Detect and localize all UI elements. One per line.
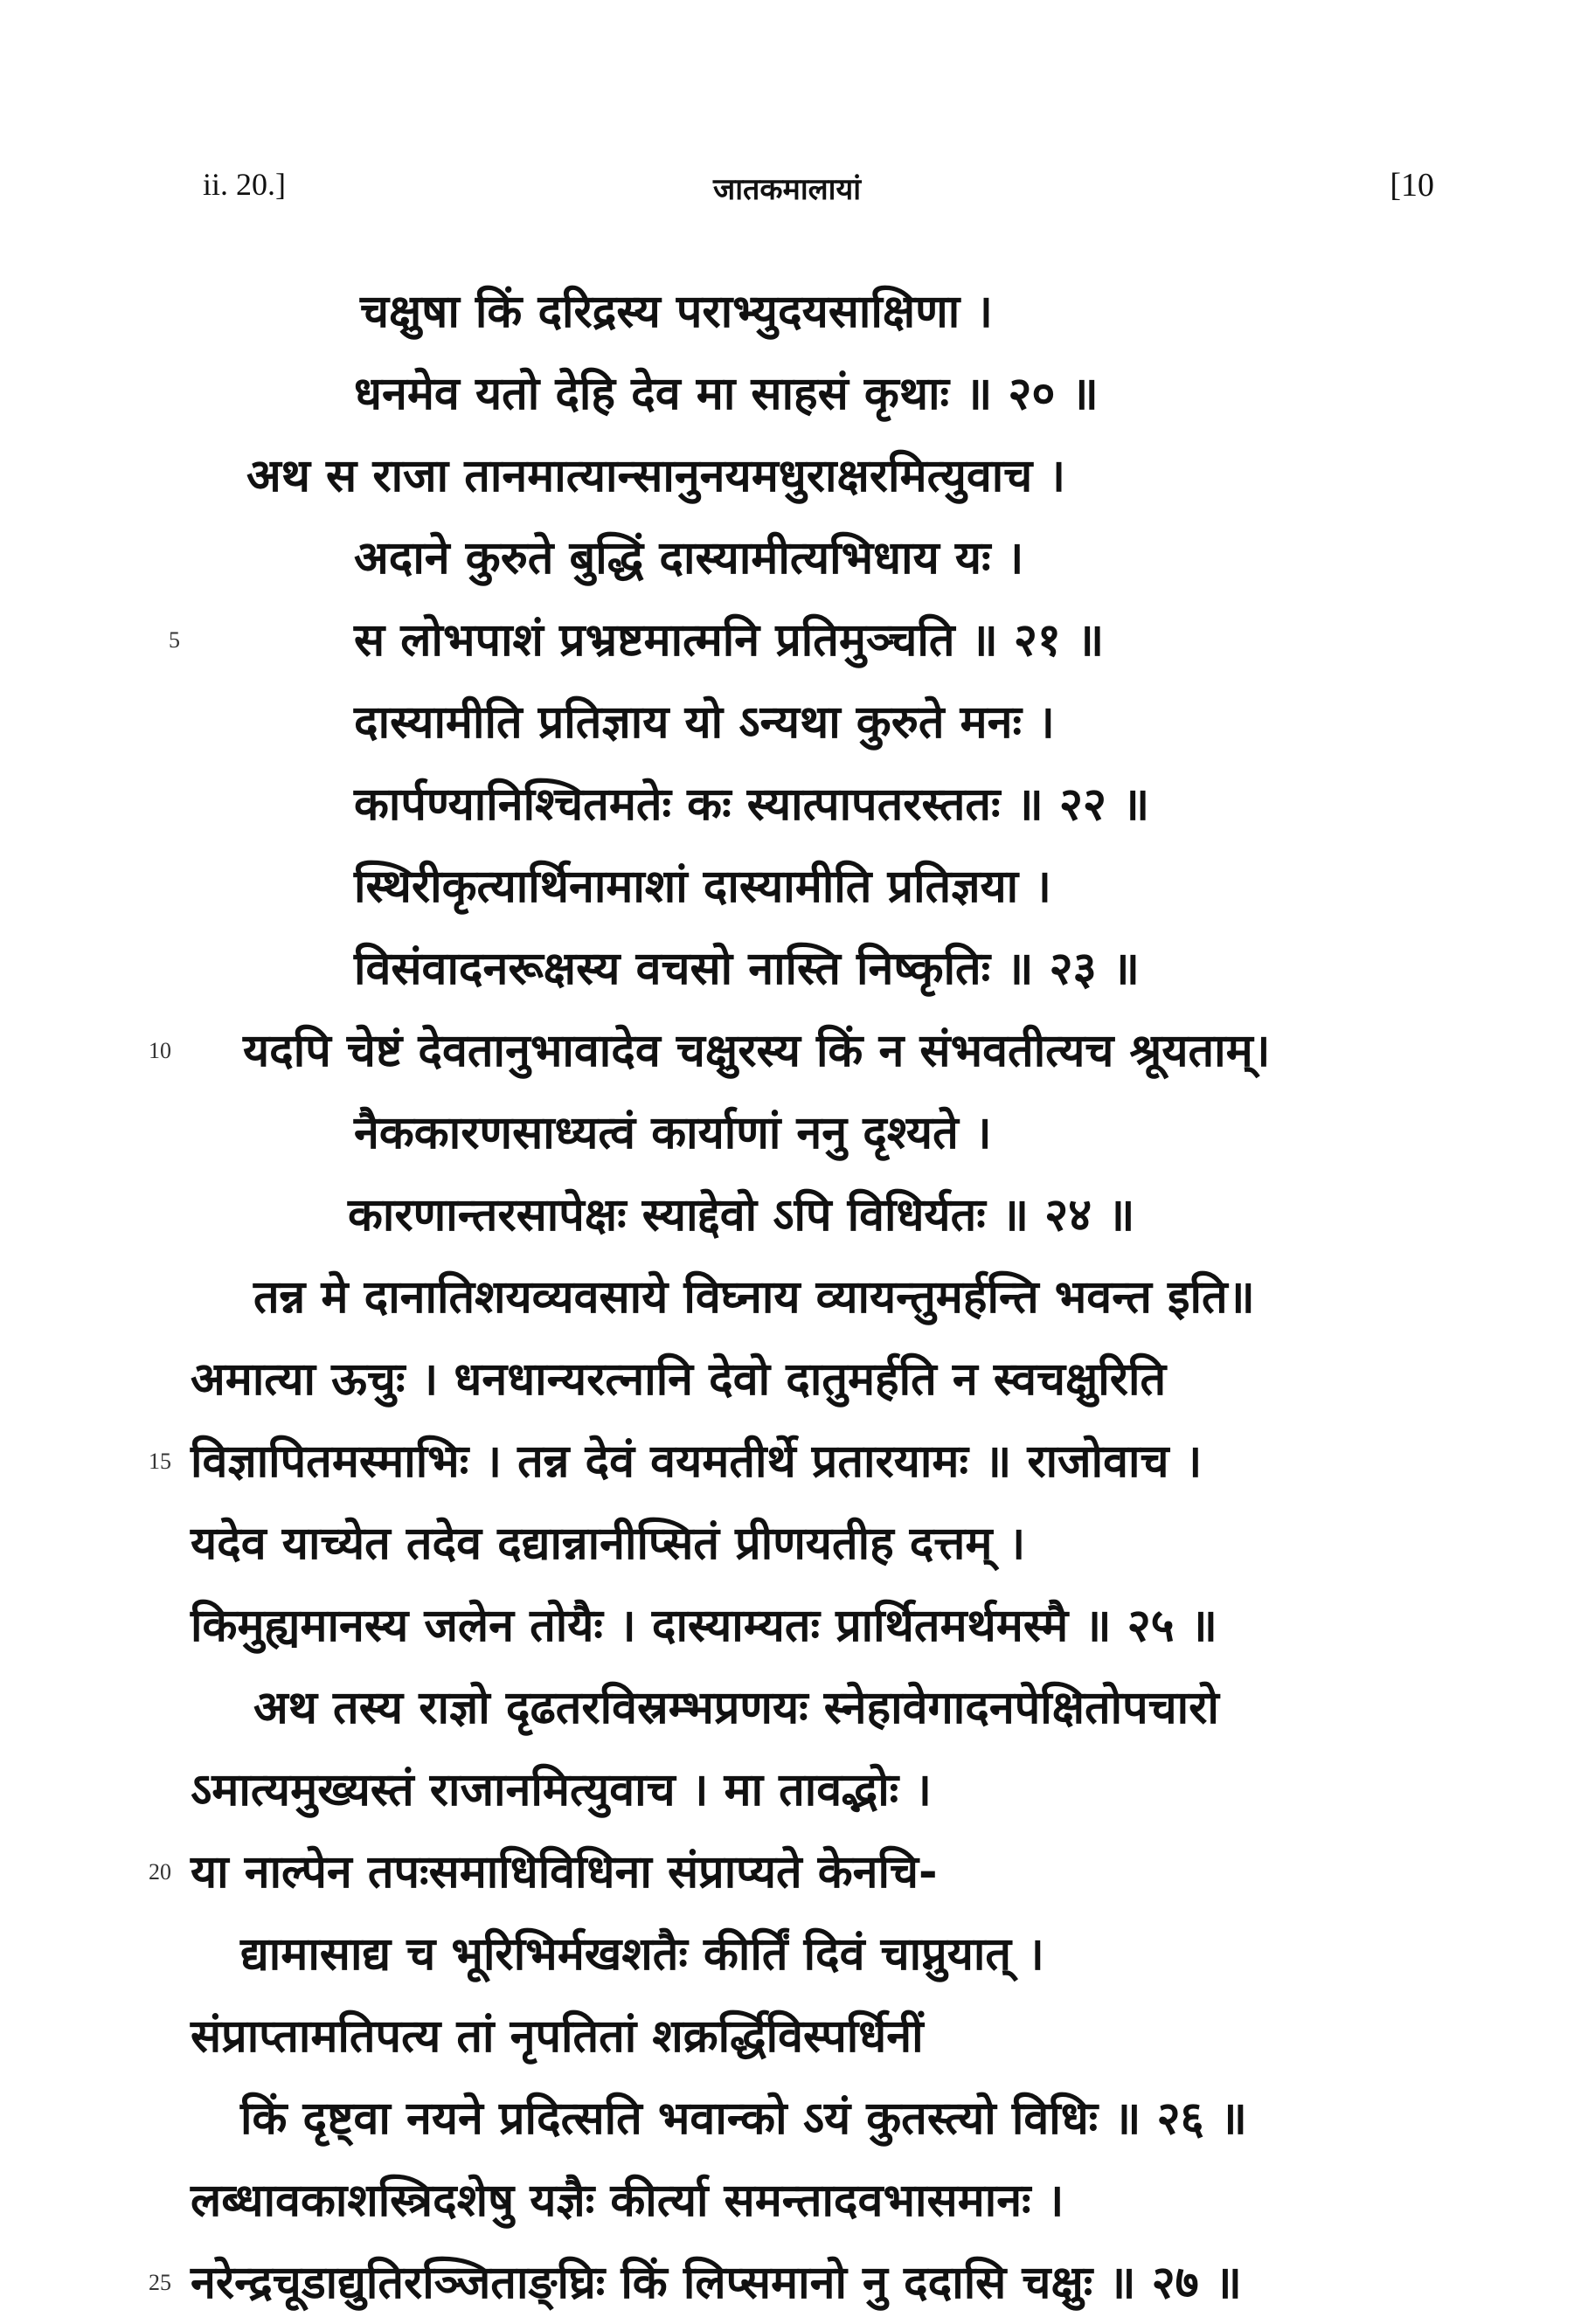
line-number: 25 <box>149 2270 171 2295</box>
line-number: 5 <box>169 627 180 653</box>
text-line: दास्यामीति प्रतिज्ञाय यो ऽन्यथा कुरुते मनः । <box>354 696 1055 749</box>
text-line: चक्षुषा किं दरिद्रस्य पराभ्युदयसाक्षिणा । <box>360 286 993 338</box>
page-header <box>0 166 1574 218</box>
text-line: अमात्या ऊचुः । धनधान्यरत्नानि देवो दातुमर्हति न स्वचक्षुरिति <box>191 1353 1167 1406</box>
text-line: तन्न मे दानातिशयव्यवसाये विघ्नाय व्यायन्तुमर्हन्ति भवन्त इति॥ <box>253 1271 1255 1324</box>
text-line: स्थिरीकृत्यार्थिनामाशां दास्यामीति प्रतिज्ञया । <box>354 861 1051 913</box>
text-line: किं दृष्ट्वा नयने प्रदित्सति भवान्को ऽयं कुतस्त्यो विधिः ॥ २६ ॥ <box>240 2092 1247 2145</box>
text-line: लब्धावकाशस्त्रिदशेषु यज्ञैः कीर्त्या समन्तादवभासमानः । <box>191 2175 1064 2227</box>
text-line: कार्पण्यानिश्चितमतेः कः स्यात्पापतरस्ततः ॥ २२ ॥ <box>354 778 1150 831</box>
section-reference: ii. 20.] <box>203 167 286 202</box>
line-number: 15 <box>149 1449 171 1474</box>
text-line: अथ स राजा तानमात्यान्सानुनयमधुराक्षरमित्युवाच । <box>246 450 1066 502</box>
text-line: स लोभपाशं प्रभ्रष्टमात्मनि प्रतिमुञ्चति ॥ २१ ॥ <box>354 614 1105 667</box>
running-title: जातकमालायां <box>712 172 862 207</box>
text-line: या नाल्पेन तपःसमाधिविधिना संप्राप्यते केनचि- <box>191 1846 938 1899</box>
page-number: [10 <box>1390 167 1434 204</box>
text-line: द्यामासाद्य च भूरिभिर्मखशतैः कीर्तिं दिवं चाप्नुयात् । <box>240 1928 1044 1981</box>
text-line: धनमेव यतो देहि देव मा साहसं कृथाः ॥ २० ॥ <box>354 368 1099 420</box>
text-line: अथ तस्य राज्ञो दृढतरविस्रम्भप्रणयः स्नेहावेगादनपेक्षितोपचारो <box>253 1682 1219 1734</box>
text-line: किमुह्यमानस्य जलेन तोयैः । दास्याम्यतः प्रार्थितमर्थमस्मै ॥ २५ ॥ <box>191 1600 1217 1652</box>
text-line: यदपि चेष्टं देवतानुभावादेव चक्षुरस्य किं न संभवतीत्यच श्रूयताम्। <box>243 1025 1271 1077</box>
text-line: विज्ञापितमस्माभिः । तन्न देवं वयमतीर्थे प्रतारयामः ॥ राजोवाच । <box>191 1435 1203 1488</box>
text-line: यदेव याच्येत तदेव दद्यान्नानीप्सितं प्रीणयतीह दत्तम् । <box>191 1518 1026 1570</box>
text-line: ऽमात्यमुख्यस्तं राजानमित्युवाच । मा तावद्भोः । <box>191 1764 933 1816</box>
text-line: संप्राप्तामतिपत्य तां नृपतितां शक्रर्द्धिविस्पर्धिनीं <box>191 2010 924 2063</box>
text-line: कारणान्तरसापेक्षः स्याद्देवो ऽपि विधिर्यतः ॥ २४ ॥ <box>348 1189 1135 1242</box>
text-line: नरेन्द्रचूडाद्युतिरञ्जिताङ्घ्रिः किं लिप्समानो नु ददासि चक्षुः ॥ २७ ॥ <box>191 2257 1242 2309</box>
line-number: 10 <box>149 1038 171 1063</box>
line-number: 20 <box>149 1859 171 1885</box>
text-line: अदाने कुरुते बुद्धिं दास्यामीत्यभिधाय यः । <box>354 532 1024 584</box>
text-line: नैककारणसाध्यत्वं कार्याणां ननु दृश्यते । <box>354 1107 992 1159</box>
text-line: विसंवादनरूक्षस्य वचसो नास्ति निष्कृतिः ॥ २३ ॥ <box>354 943 1140 995</box>
